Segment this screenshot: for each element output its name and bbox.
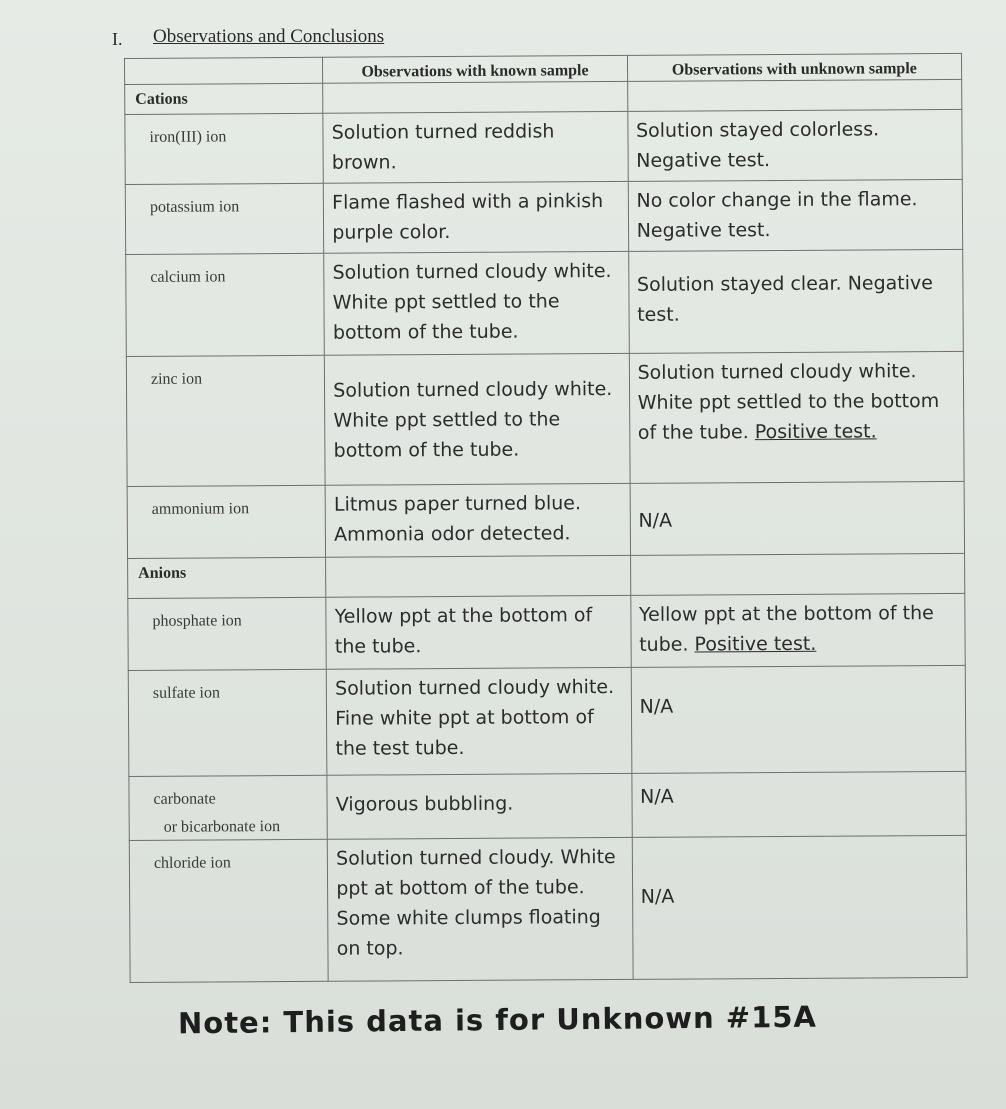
empty-cell — [326, 555, 631, 597]
unknown-observation: N/A — [630, 481, 965, 555]
empty-cell — [627, 79, 962, 111]
table-row — [128, 665, 966, 776]
known-observation: Solution turned cloudy. White ppt at bottom of the tube. Some white clumps floating on top. — [328, 837, 633, 981]
ion-name: calcium ion — [126, 253, 325, 356]
positive-test-label: Positive test. — [694, 632, 817, 656]
known-observation: Solution turned cloudy white. White ppt settled to the bottom of the tube. — [325, 353, 630, 485]
unknown-observation — [630, 593, 965, 667]
positive-test-label: Positive test. — [754, 420, 877, 444]
table-row — [129, 771, 966, 840]
unknown-observation: N/A — [631, 771, 966, 837]
ion-name-line2: or bicarbonate ion — [163, 818, 281, 836]
unknown-observation — [629, 351, 964, 483]
table-row — [126, 351, 964, 486]
table-row — [125, 179, 962, 254]
table-row — [126, 249, 964, 356]
unknown-observation: No color change in the flame. Negative test. — [628, 179, 963, 251]
group-label-anions: Anions — [128, 557, 326, 598]
unknown-observation: Solution stayed colorless. Negative test. — [627, 109, 962, 181]
group-row-anions — [128, 553, 965, 598]
known-observation: Yellow ppt at the bottom of the tube. — [326, 595, 631, 669]
ion-name: ammonium ion — [127, 485, 326, 558]
unknown-observation: Solution stayed clear. Negative test. — [628, 249, 963, 353]
header-unknown: Observations with unknown sample — [627, 53, 962, 81]
ion-name: zinc ion — [126, 355, 325, 486]
known-observation: Flame flashed with a pinkish purple color. — [324, 181, 629, 253]
unknown-observation-text: Yellow ppt at the bottom of the tube. — [638, 602, 934, 656]
known-observation: Solution turned cloudy white. White ppt settled to the bottom of the tube. — [324, 251, 629, 355]
section-title: Observations and Conclusions — [153, 26, 385, 47]
ion-name — [129, 775, 328, 840]
known-observation: Solution turned reddish brown. — [323, 111, 628, 183]
ion-name: iron(III) ion — [125, 113, 324, 184]
table-row — [125, 109, 962, 184]
section-number: I. — [112, 29, 123, 49]
table-row — [127, 481, 964, 558]
table-row — [129, 835, 967, 982]
unknown-observation-text: Solution turned cloudy white. White ppt settled to the bottom of the tube. — [637, 360, 940, 444]
unknown-observation: N/A — [631, 665, 966, 773]
ion-name: sulfate ion — [128, 669, 327, 776]
table-row — [128, 593, 965, 670]
ion-name: potassium ion — [125, 183, 324, 254]
known-observation: Solution turned cloudy white. Fine white ppt at bottom of the test tube. — [326, 667, 631, 775]
header-known: Observations with known sample — [323, 55, 628, 83]
group-label-cations: Cations — [125, 83, 323, 114]
known-observation: Vigorous bubbling. — [327, 773, 632, 839]
unknown-observation: N/A — [632, 835, 967, 979]
ion-name: phosphate ion — [128, 597, 327, 670]
empty-cell — [630, 553, 965, 595]
header-blank-cell — [125, 57, 323, 84]
observations-table — [124, 53, 968, 983]
ion-name: chloride ion — [129, 839, 328, 982]
handwritten-note: Note: This data is for Unknown #15A — [177, 999, 818, 1041]
empty-cell — [323, 81, 628, 113]
known-observation: Litmus paper turned blue. Ammonia odor detected. — [325, 483, 630, 557]
ion-name-line1: carbonate — [153, 790, 216, 808]
